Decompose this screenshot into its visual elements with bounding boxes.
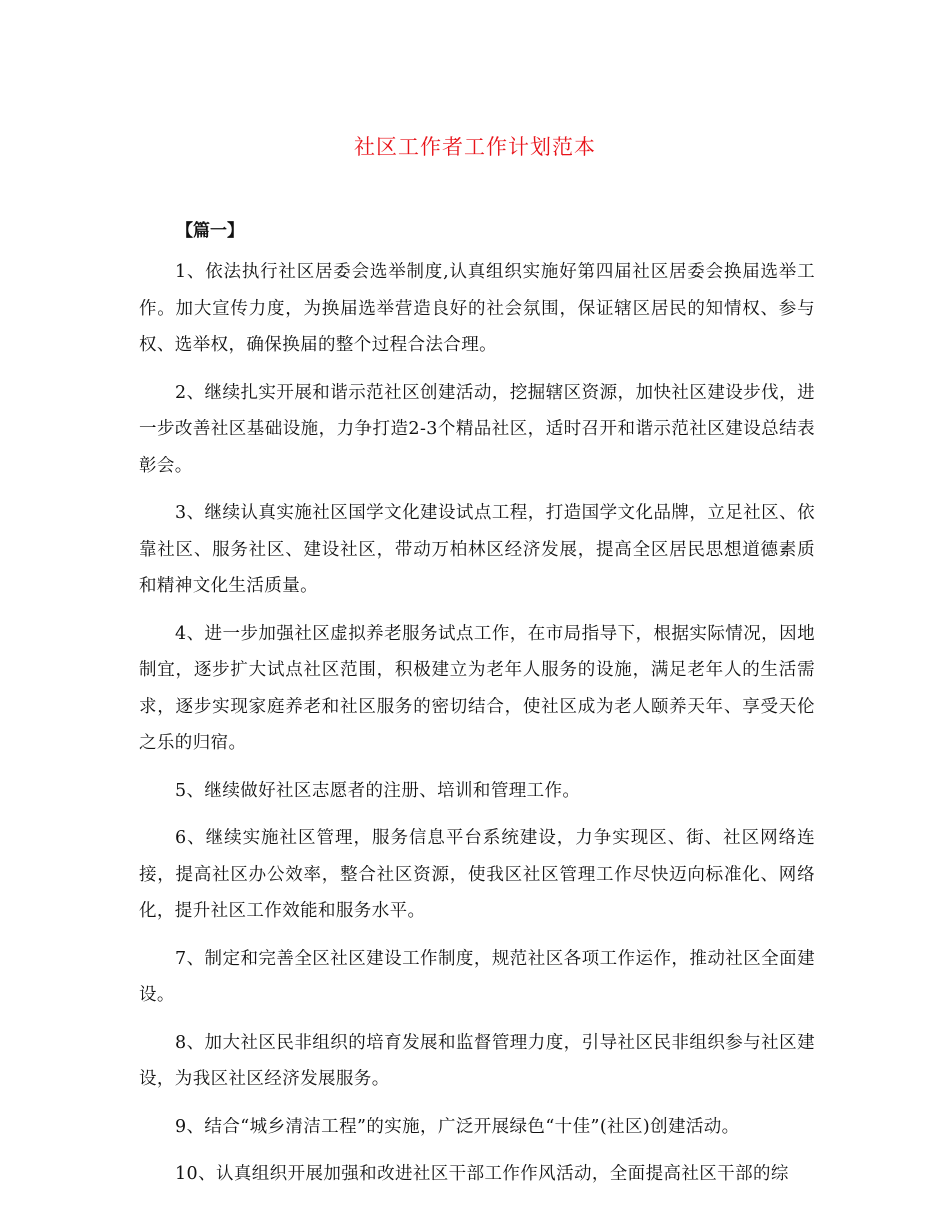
paragraph-3: 3、继续认真实施社区国学文化建设试点工程，打造国学文化品牌，立足社区、依靠社区、服务社区、建设社区，带动万柏林区经济发展，提高全区居民思想道德素质和精神文化生活质量。 xyxy=(139,503,815,596)
document-body xyxy=(139,254,815,1204)
section-label: 【篇一】 xyxy=(176,221,244,241)
paragraph-6: 6、继续实施社区管理，服务信息平台系统建设，力争实现区、街、社区网络连接，提高社区办公效率，整合社区资源，使我区社区管理工作尽快迈向标准化、网络化，提升社区工作效能和服务水平。 xyxy=(139,828,815,921)
paragraph-7: 7、制定和完善全区社区建设工作制度，规范社区各项工作运作，推动社区全面建设。 xyxy=(139,948,815,1005)
paragraph-4: 4、进一步加强社区虚拟养老服务试点工作，在市局指导下，根据实际情况，因地制宜，逐步扩大试点社区范围，积极建立为老年人服务的设施，满足老年人的生活需求，逐步实现家庭养老和社区服务的密切结合，使社区成为老人颐养天年、享受天伦之乐的归宿。 xyxy=(139,623,815,753)
document-title: 社区工作者工作计划范本 xyxy=(354,135,596,159)
paragraph-1: 1、依法执行社区居委会选举制度,认真组织实施好第四届社区居委会换届选举工作。加大宣传力度，为换届选举营造良好的社会氛围，保证辖区居民的知情权、参与权、选举权，确保换届的整个过程合法合理。 xyxy=(139,262,815,355)
paragraph-2: 2、继续扎实开展和谐示范社区创建活动，挖掘辖区资源，加快社区建设步伐，进一步改善社区基础设施，力争打造2-3个精品社区，适时召开和谐示范社区建设总结表彰会。 xyxy=(139,382,815,476)
paragraph-8: 8、加大社区民非组织的培育发展和监督管理力度，引导社区民非组织参与社区建设，为我区社区经济发展服务。 xyxy=(139,1032,815,1089)
paragraph-9: 9、结合“城乡清洁工程”的实施，广泛开展绿色“十佳”(社区)创建活动。 xyxy=(175,1116,740,1137)
paragraph-10: 10、认真组织开展加强和改进社区干部工作作风活动，全面提高社区干部的综 xyxy=(175,1164,789,1184)
paragraph-5: 5、继续做好社区志愿者的注册、培训和管理工作。 xyxy=(175,780,581,801)
